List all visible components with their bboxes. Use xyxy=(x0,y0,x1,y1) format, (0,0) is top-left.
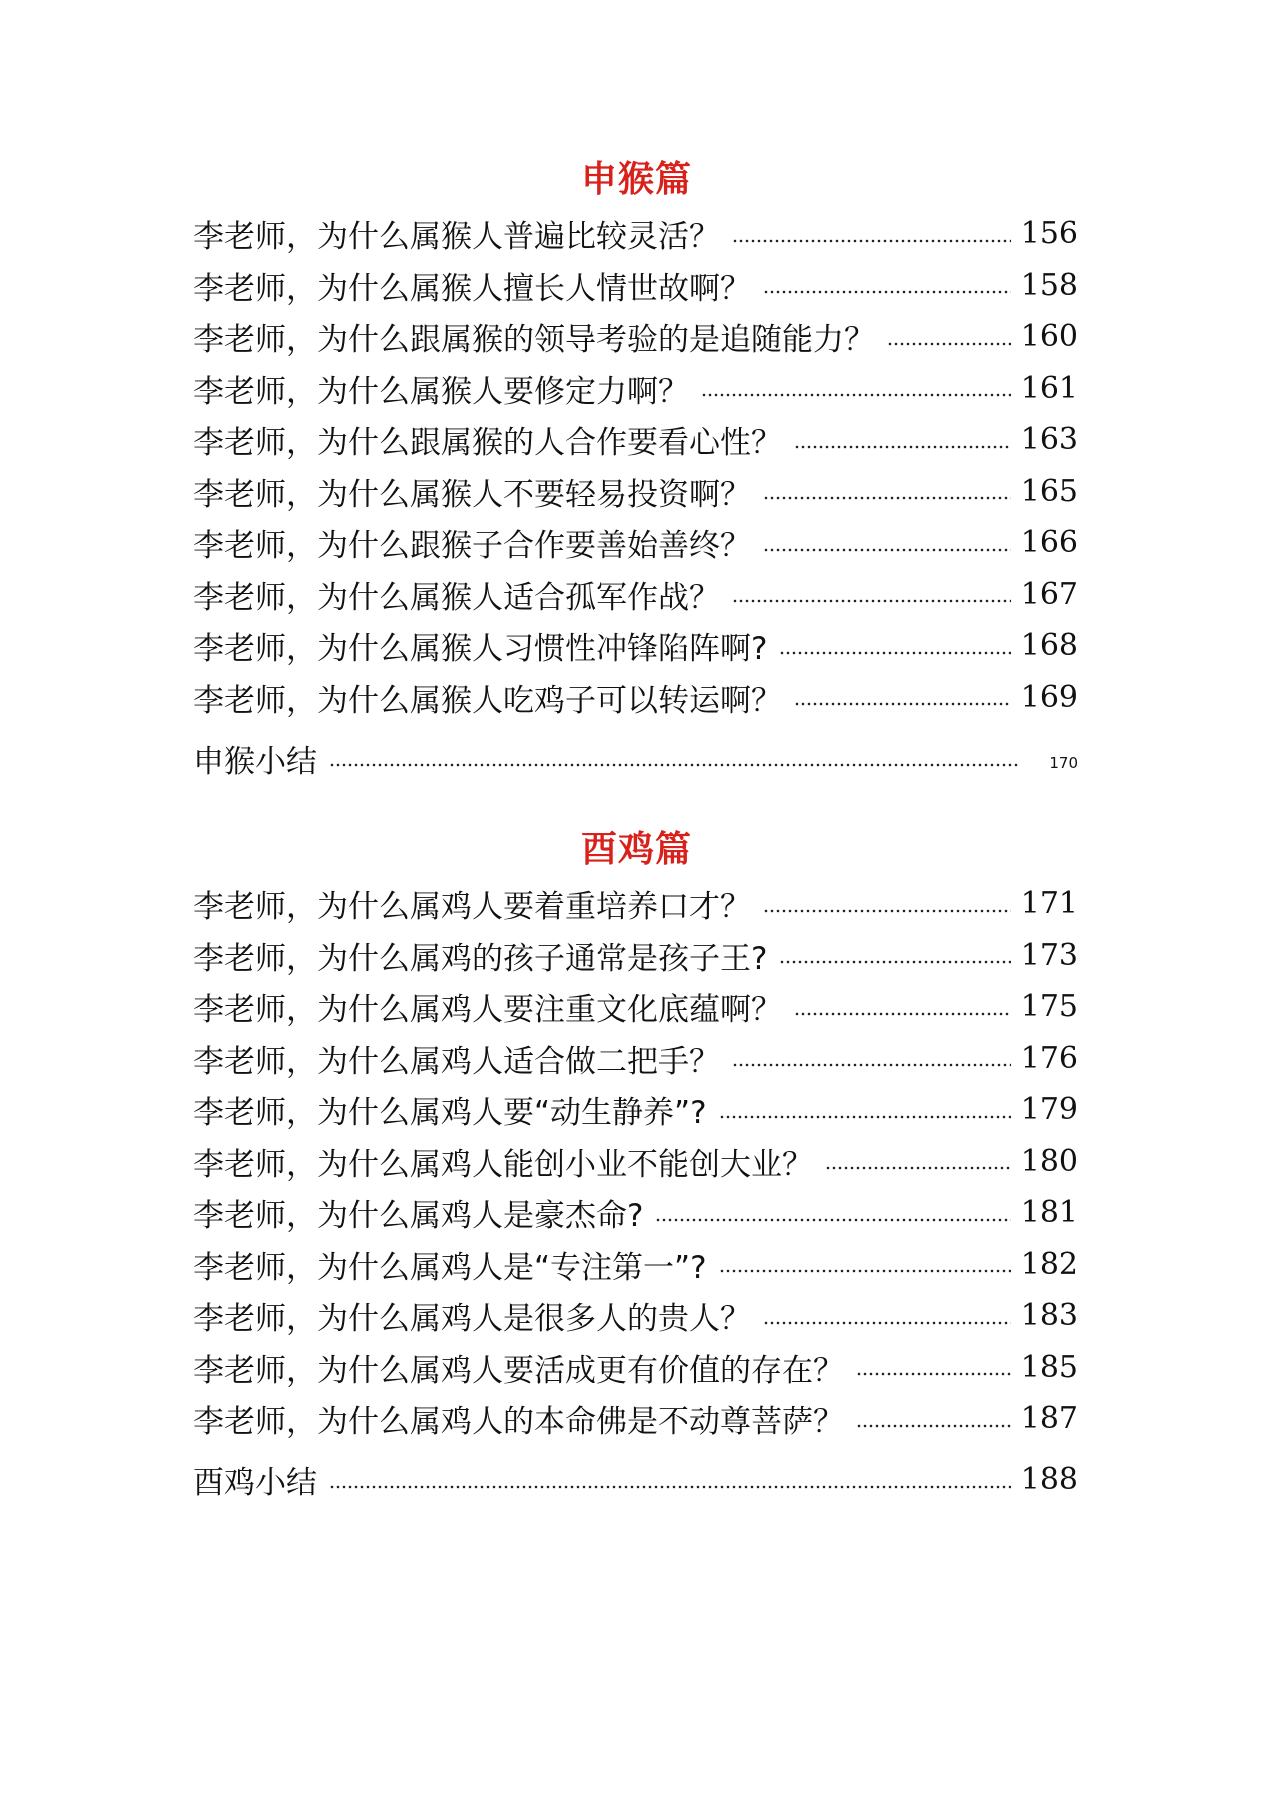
toc-entry-text: 李老师，为什么跟猴子合作要善始善终？ xyxy=(193,528,751,565)
toc-entry-text: 李老师，为什么属鸡人是“专注第一”? xyxy=(193,1249,707,1286)
toc-entry-page: 185 xyxy=(1020,1349,1078,1385)
section-title: 酉鸡篇 xyxy=(580,829,692,870)
toc-entry-text: 李老师，为什么属猴人适合孤军作战？ xyxy=(193,579,720,616)
toc-entry[interactable] xyxy=(193,414,1078,466)
toc-entry[interactable] xyxy=(193,981,1078,1033)
toc-entry-text: 李老师，为什么属猴人不要轻易投资啊？ xyxy=(193,476,751,513)
toc-entry-page: 166 xyxy=(1020,525,1078,561)
toc-entry-page: 170 xyxy=(1049,754,1078,772)
dot-leader xyxy=(763,289,1011,295)
dot-leader xyxy=(887,341,1011,347)
toc-entry-page: 173 xyxy=(1020,937,1078,973)
toc-entry[interactable] xyxy=(193,672,1078,724)
dot-leader xyxy=(794,1011,1011,1017)
dot-leader xyxy=(779,959,1010,965)
toc-entry-page: 181 xyxy=(1020,1195,1078,1231)
toc-entry[interactable] xyxy=(193,260,1078,312)
toc-entry[interactable] xyxy=(193,620,1078,672)
toc-entry-text: 李老师，为什么属鸡人适合做二把手？ xyxy=(193,1043,720,1080)
dot-leader xyxy=(732,1062,1011,1068)
dot-leader xyxy=(763,908,1011,914)
toc-entry[interactable] xyxy=(193,1342,1078,1394)
toc-entry[interactable] xyxy=(193,517,1078,569)
dot-leader xyxy=(779,650,1010,656)
toc-entry-page: 180 xyxy=(1020,1143,1078,1179)
toc-entry-page: 182 xyxy=(1020,1246,1078,1282)
dot-leader xyxy=(763,1320,1011,1326)
toc-summary-entry[interactable] xyxy=(193,723,1078,789)
toc-entry-text: 李老师，为什么属鸡人的本命佛是不动尊菩萨？ xyxy=(193,1404,844,1441)
dot-leader xyxy=(719,1268,1011,1274)
toc-entry[interactable] xyxy=(193,1187,1078,1239)
toc-entry-text: 李老师，为什么属鸡人要“动生静养”? xyxy=(193,1095,707,1132)
toc-entry[interactable] xyxy=(193,466,1078,518)
toc-summary-entry[interactable] xyxy=(193,1445,1078,1511)
toc-entry[interactable] xyxy=(193,878,1078,930)
toc-entry-text: 李老师，为什么属鸡的孩子通常是孩子王? xyxy=(193,940,768,977)
toc-entry[interactable] xyxy=(193,569,1078,621)
dot-leader xyxy=(794,444,1011,450)
toc-entry-page: 171 xyxy=(1020,886,1078,922)
dot-leader xyxy=(856,1371,1011,1377)
toc-entry[interactable] xyxy=(193,1239,1078,1291)
toc-entry-page: 179 xyxy=(1020,1092,1078,1128)
toc-entry-page: 188 xyxy=(1020,1462,1078,1497)
toc-entry[interactable] xyxy=(193,1084,1078,1136)
toc-entry-text: 李老师，为什么属鸡人是很多人的贵人？ xyxy=(193,1301,751,1338)
toc-entry-page: 163 xyxy=(1020,422,1078,458)
toc-entry[interactable] xyxy=(193,1393,1078,1445)
toc-entry-page: 187 xyxy=(1020,1401,1078,1437)
toc-entry-text: 李老师，为什么属猴人擅长人情世故啊？ xyxy=(193,270,751,307)
toc-entry-text: 李老师，为什么属猴人要修定力啊？ xyxy=(193,373,689,410)
toc-entry[interactable] xyxy=(193,1136,1078,1188)
toc-entry[interactable] xyxy=(193,1290,1078,1342)
dot-leader xyxy=(655,1217,1010,1223)
dot-leader xyxy=(794,701,1011,707)
toc-entry-text: 李老师，为什么属猴人普遍比较灵活？ xyxy=(193,219,720,256)
toc-entry-page: 158 xyxy=(1020,267,1078,303)
toc-entry-text: 李老师，为什么属鸡人能创小业不能创大业？ xyxy=(193,1146,813,1183)
section-rooster xyxy=(0,828,1273,1511)
toc-entry[interactable] xyxy=(193,930,1078,982)
section-monkey xyxy=(0,158,1273,789)
toc-entry-page: 165 xyxy=(1020,473,1078,509)
toc-entry-page: 169 xyxy=(1020,679,1078,715)
toc-entry-text: 李老师，为什么属鸡人要活成更有价值的存在？ xyxy=(193,1352,844,1389)
toc-entry-text: 申猴小结 xyxy=(193,743,317,780)
toc-entry-page: 175 xyxy=(1020,989,1078,1025)
toc-entry-page: 176 xyxy=(1020,1040,1078,1076)
dot-leader xyxy=(825,1165,1011,1171)
toc-entry-text: 李老师，为什么跟属猴的人合作要看心性？ xyxy=(193,425,782,462)
toc-entry-text: 酉鸡小结 xyxy=(193,1465,317,1501)
toc-entry-page: 160 xyxy=(1020,319,1078,355)
toc-entry[interactable] xyxy=(193,1033,1078,1085)
toc-entry-text: 李老师，为什么属猴人吃鸡子可以转运啊？ xyxy=(193,682,782,719)
toc-entry[interactable] xyxy=(193,208,1078,260)
dot-leader xyxy=(763,495,1011,501)
dot-leader xyxy=(329,762,1020,768)
toc-entry[interactable] xyxy=(193,363,1078,415)
dot-leader xyxy=(719,1114,1011,1120)
dot-leader xyxy=(732,598,1011,604)
dot-leader xyxy=(329,1484,1011,1490)
toc-entry-text: 李老师，为什么跟属猴的领导考验的是追随能力？ xyxy=(193,322,875,359)
toc-entry[interactable] xyxy=(193,311,1078,363)
toc-entry-page: 183 xyxy=(1020,1298,1078,1334)
toc-entry-text: 李老师，为什么属鸡人要着重培养口才？ xyxy=(193,889,751,926)
toc-entry-text: 李老师，为什么属鸡人是豪杰命? xyxy=(193,1198,644,1235)
dot-leader xyxy=(732,238,1011,244)
dot-leader xyxy=(856,1423,1011,1429)
toc-entry-page: 161 xyxy=(1020,370,1078,406)
toc-entry-page: 168 xyxy=(1020,628,1078,664)
dot-leader xyxy=(701,392,1011,398)
section-title: 申猴篇 xyxy=(580,159,692,200)
toc-entry-page: 156 xyxy=(1020,216,1078,252)
toc-entry-text: 李老师，为什么属猴人习惯性冲锋陷阵啊? xyxy=(193,631,768,668)
toc-entry-text: 李老师，为什么属鸡人要注重文化底蕴啊？ xyxy=(193,992,782,1029)
toc-entry-page: 167 xyxy=(1020,576,1078,612)
dot-leader xyxy=(763,547,1011,553)
